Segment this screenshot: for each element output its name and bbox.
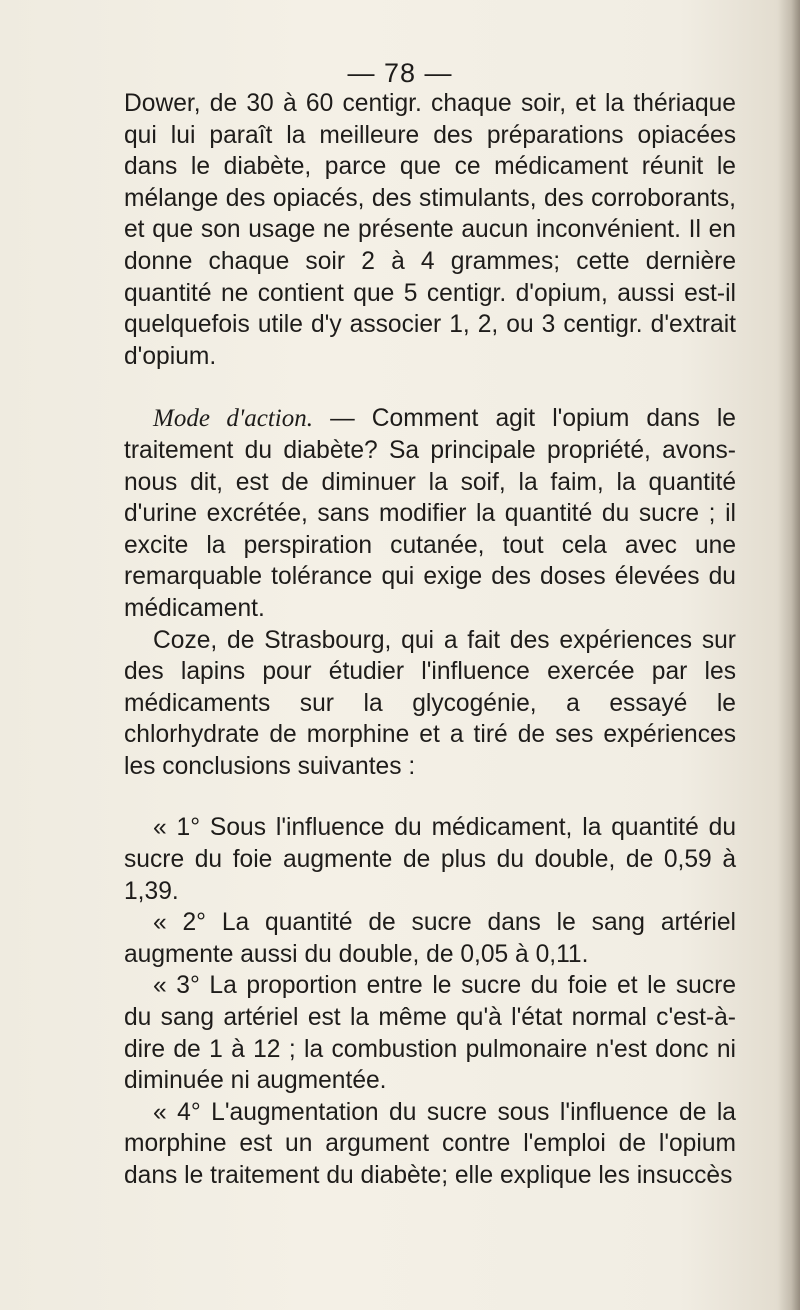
paragraph-mode-action-body: — Comment agit l'opium dans le traitement du diabète? Sa principale propriété, avons-nous dit, est de diminuer la soif, la faim, la quantité d'urine excrétée, sans modifier la quantité du sucre ; il excite la perspiration cutanée, tout cela avec une remarquable tolérance qui exige des doses élevées du médicament. [124,405,736,622]
quote-conclusion-3: « 3° La proportion entre le sucre du foie et le sucre du sang artériel est la même qu'à l'état normal c'est-à-dire de 1 à 12 ; la combustion pulmonaire n'est donc ni diminuée ni augmentée. [124,972,736,1095]
paragraph-coze: Coze, de Strasbourg, qui a fait des expériences sur des lapins pour étudier l'influence exercée par les médicaments sur la glycogénie, a essayé le chlorhydrate de morphine et a tiré de ses expériences les conclusions suivantes : [124,626,736,780]
quote-conclusion-4: « 4° L'augmentation du sucre sous l'influence de la morphine est un argument contre l'emploi de l'opium dans le traitement du diabète; elle explique les insuccès [124,1098,736,1189]
quote-conclusion-1: « 1° Sous l'influence du médicament, la quantité du sucre du foie augmente de plus du double, de 0,59 à 1,39. [124,814,736,905]
quote-conclusion-2: « 2° La quantité de sucre dans le sang artériel augmente aussi du double, de 0,05 à 0,11. [124,909,736,968]
section-title-mode-action: Mode d'action. [153,405,314,433]
paragraph-gap [124,372,736,403]
page-text [124,88,736,1192]
page-edge-shadow [778,0,800,1310]
page-number: — 78 — [347,58,453,88]
paragraph-dower: Dower, de 30 à 60 centigr. chaque soir, et la thériaque qui lui paraît la meilleure des préparations opiacées dans le diabète, parce que ce médicament réunit le mélange des opiacés, des stimulants, des corroborants, et que son usage ne présente aucun inconvénient. Il en donne chaque soir 2 à 4 grammes; cette dernière quantité ne contient que 5 centigr. d'opium, aussi est-il quelquefois utile d'y associer 1, 2, ou 3 centigr. d'extrait d'opium. [124,90,736,370]
paragraph-mode-action [124,403,736,624]
paragraph-gap [124,782,736,812]
